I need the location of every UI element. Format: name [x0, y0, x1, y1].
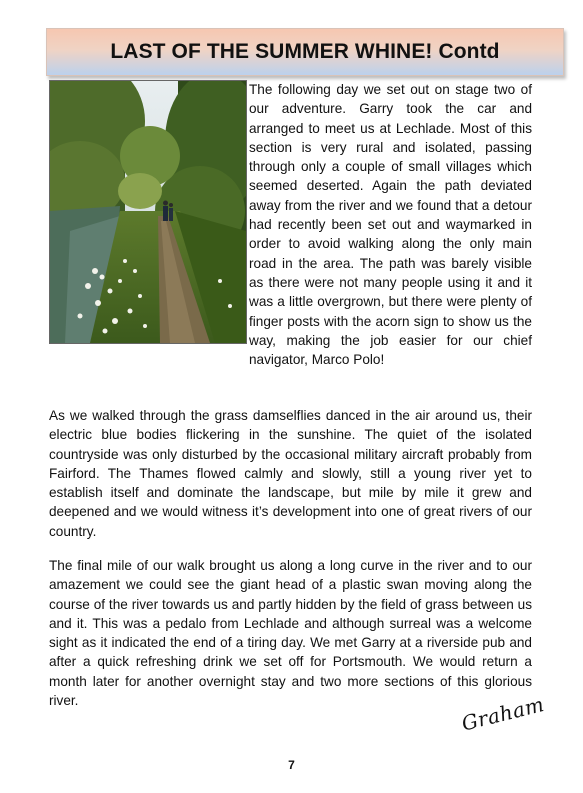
article-title: LAST OF THE SUMMER WHINE! Contd — [110, 40, 500, 63]
paragraph-1 — [49, 80, 532, 369]
paragraph-1-text: The following day we set out on stage two of our adventure. Garry took the car and arranged to meet us at Lechlade. Most of this section is very rural and isolated, passing through only a couple of small villages which seemed deserted. Again the path deviated away from the river and we found that a detour had recently been set out and waymarked in order to avoid walking along the only main road in the area. The path was barely visible as there were not many people using it and it was a little overgrown, but there were plenty of finger posts with the acorn sign to show us the way, making the job easier for our chief navigator, Marco Polo! — [249, 82, 532, 368]
author-signature: Graham — [459, 691, 547, 736]
title-banner — [46, 28, 564, 76]
paragraph-2: As we walked through the grass damselflies danced in the air around us, their electric blue bodies flickering in the sunshine. The quiet of the isolated countryside was only disturbed by the occasional military aircraft probably from Fairford. The Thames flowed calmly and slowly, still a young river yet to establish itself and dominate the landscape, but mile by mile it grew and deepened and we would witness it’s development into one of great rivers of our country. — [49, 408, 532, 539]
paragraph-3: The final mile of our walk brought us along a long curve in the river and to our amazement we could see the giant head of a plastic swan moving along the course of the river towards us and partly hidden by the field of grass between us and it. This was a pedalo from Lechlade and although surreal was a welcome sight as it indicated the end of a tiring day. We met Garry at a riverside pub and after a quick refreshing drink we set off for Portsmouth. We would return a month later for another overnight stay and two more sections of this glorious river. — [49, 558, 532, 709]
page-number: 7 — [288, 758, 295, 772]
